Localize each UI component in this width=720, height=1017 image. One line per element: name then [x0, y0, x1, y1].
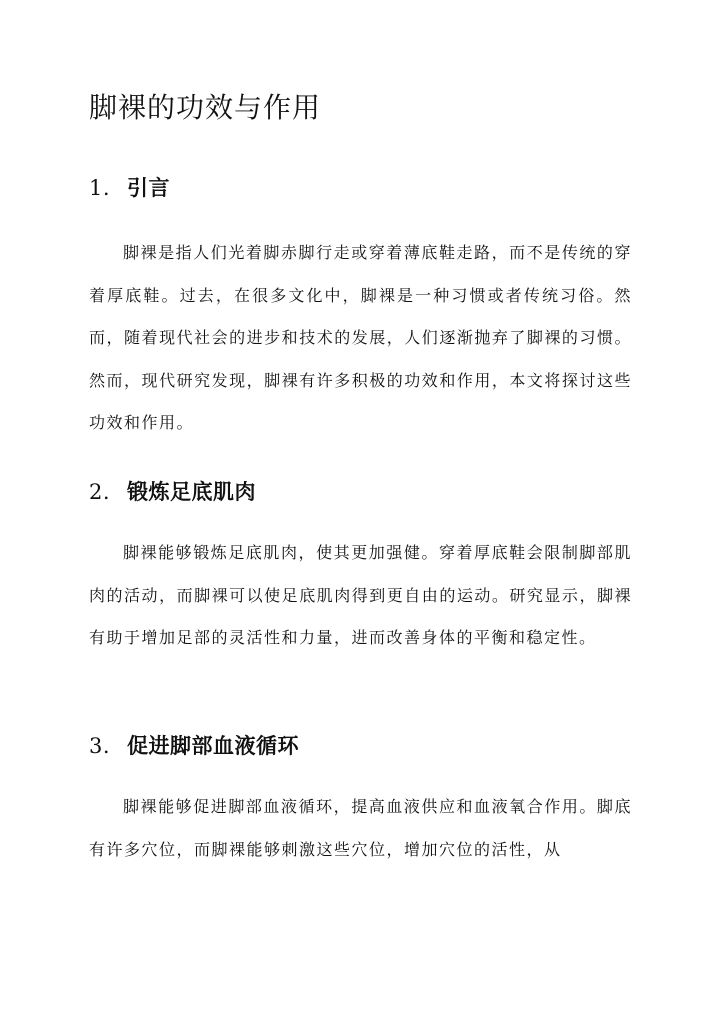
- section-heading-text: 促进脚部血液循环: [127, 733, 299, 758]
- section-number: 3.: [89, 734, 111, 758]
- section-paragraph-introduction: 脚裸是指人们光着脚赤脚行走或穿着薄底鞋走路，而不是传统的穿着厚底鞋。过去，在很多文化中，脚裸是一种习惯或者传统习俗。然而，随着现代社会的进步和技术的发展，人们逐渐抛弃了脚裸的习惯。然而，现代研究发现，脚裸有许多积极的功效和作用，本文将探讨这些功效和作用。: [89, 243, 632, 432]
- section-number: 1.: [89, 176, 111, 200]
- section-heading-introduction: [89, 173, 170, 203]
- section-heading-foot-muscles: [89, 477, 256, 507]
- section-paragraph-foot-muscles: 脚裸能够锻炼足底肌肉，使其更加强健。穿着厚底鞋会限制脚部肌肉的活动，而脚裸可以使足底肌肉得到更自由的运动。研究显示，脚裸有助于增加足部的灵活性和力量，进而改善身体的平衡和稳定性。: [89, 543, 632, 647]
- section-heading-text: 引言: [127, 175, 170, 200]
- section-heading-blood-circulation: [89, 731, 299, 761]
- section-paragraph-blood-circulation: 脚裸能够促进脚部血液循环，提高血液供应和血液氧合作用。脚底有许多穴位，而脚裸能够刺激这些穴位，增加穴位的活性，从: [89, 797, 632, 859]
- document-title: 脚裸的功效与作用: [89, 91, 322, 124]
- section-heading-text: 锻炼足底肌肉: [127, 479, 256, 504]
- section-number: 2.: [89, 480, 111, 504]
